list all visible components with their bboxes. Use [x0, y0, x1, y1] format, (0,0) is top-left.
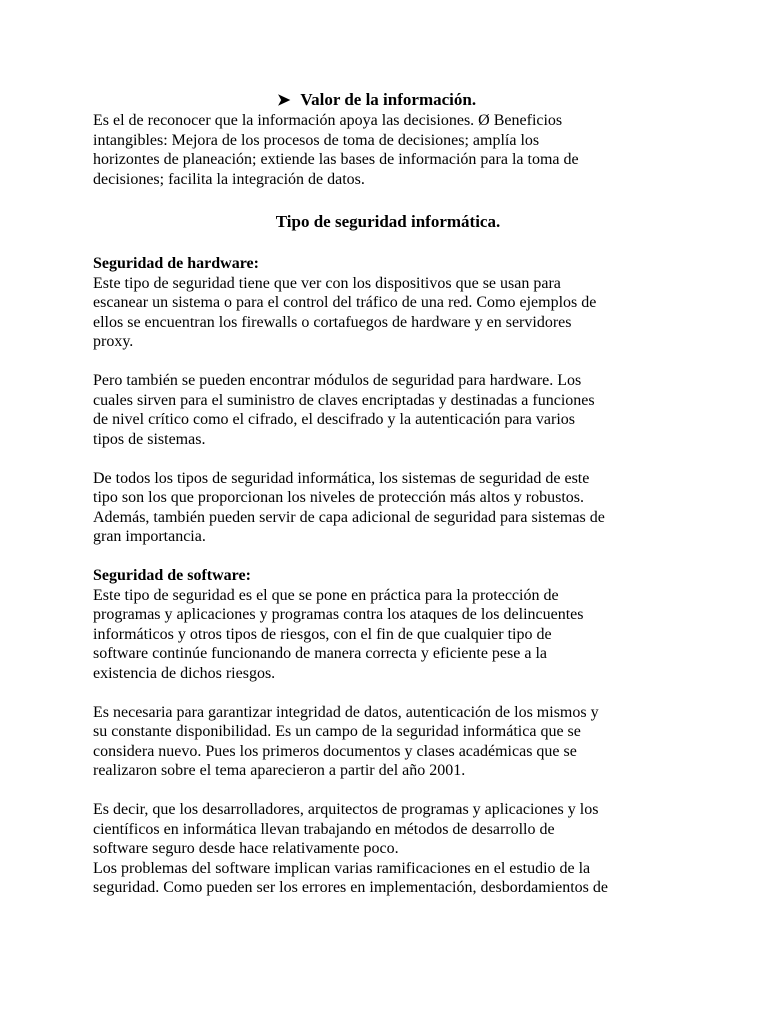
text-line: De todos los tipos de seguridad informática, los sistemas de seguridad de este — [93, 469, 590, 487]
text-line: intangibles: Mejora de los procesos de toma de decisiones; amplía los — [93, 131, 540, 149]
text-line: Este tipo de seguridad es el que se pone en práctica para la protección de — [93, 586, 559, 604]
paragraph-software-3 — [93, 800, 683, 898]
text-line: científicos en informática llevan trabajando en métodos de desarrollo de — [93, 820, 555, 838]
text-line: horizontes de planeación; extiende las bases de información para la toma de — [93, 151, 579, 168]
paragraph-software-1 — [93, 586, 683, 684]
text-line: cuales sirven para el suministro de claves encriptadas y destinadas a funciones — [93, 391, 595, 409]
text-line: tipo son los que proporcionan los niveles de protección más altos y robustos. — [93, 489, 585, 506]
paragraph-spacer — [93, 683, 683, 703]
paragraph-hardware-3 — [93, 469, 683, 547]
text-line: existencia de dichos riesgos. — [93, 664, 276, 682]
text-line: su constante disponibilidad. Es un campo de la seguridad informática que se — [93, 723, 581, 740]
paragraph-software-2 — [93, 703, 683, 781]
text-line: gran importancia. — [93, 528, 206, 545]
text-line: Los problemas del software implican varias ramificaciones en el estudio de la — [93, 859, 591, 877]
text-line: Este tipo de seguridad tiene que ver con los dispositivos que se usan para — [93, 274, 561, 292]
paragraph-spacer — [93, 781, 683, 801]
section-heading-tipo-seguridad: Tipo de seguridad informática. — [275, 212, 501, 231]
text-line: informáticos y otros tipos de riesgos, con el fin de que cualquier tipo de — [93, 625, 552, 643]
text-line: software seguro desde hace relativamente poco. — [93, 840, 399, 857]
text-line: considera nuevo. Pues los primeros documentos y clases académicas que se — [93, 742, 577, 760]
text-line: Además, también pueden servir de capa adicional de seguridad para sistemas de — [93, 508, 605, 526]
text-line: Es decir, que los desarrolladores, arquitectos de programas y aplicaciones y los — [93, 801, 599, 818]
text-line: Es necesaria para garantizar integridad de datos, autenticación de los mismos y — [93, 703, 599, 721]
section-heading-valor-text: Valor de la información. — [300, 90, 477, 109]
subheading-software: Seguridad de software: — [93, 567, 251, 584]
paragraph-spacer — [93, 352, 683, 372]
section-heading-valor — [277, 89, 683, 111]
text-line: escanear un sistema o para el control del tráfico de una red. Como ejemplos de — [93, 294, 597, 311]
text-line: ellos se encuentran los firewalls o cortafuegos de hardware y en servidores — [93, 313, 572, 331]
paragraph-valor — [93, 111, 683, 189]
text-line: realizaron sobre el tema aparecieron a partir del año 2001. — [93, 762, 466, 779]
arrowhead-bullet-icon: ➤ — [277, 92, 291, 109]
paragraph-spacer — [93, 449, 683, 469]
text-line: Es el de reconocer que la información apoya las decisiones. Ø Beneficios — [93, 112, 563, 129]
paragraph-hardware-2 — [93, 371, 683, 449]
text-line: de nivel crítico como el cifrado, el descifrado y la autenticación para varios — [93, 411, 576, 428]
text-line: Pero también se pueden encontrar módulos de seguridad para hardware. Los — [93, 372, 582, 389]
text-line: proxy. — [93, 333, 134, 350]
paragraph-spacer — [93, 547, 683, 567]
text-line: seguridad. Como pueden ser los errores en implementación, desbordamientos de — [93, 879, 608, 896]
text-line: tipos de sistemas. — [93, 430, 206, 448]
document-body — [93, 89, 683, 898]
text-line: programas y aplicaciones y programas contra los ataques de los delincuentes — [93, 606, 584, 623]
subheading-hardware: Seguridad de hardware: — [93, 255, 259, 272]
text-line: software continúe funcionando de manera correcta y eficiente pese a la — [93, 645, 547, 662]
paragraph-hardware-1 — [93, 274, 683, 352]
text-line: decisiones; facilita la integración de datos. — [93, 170, 365, 188]
